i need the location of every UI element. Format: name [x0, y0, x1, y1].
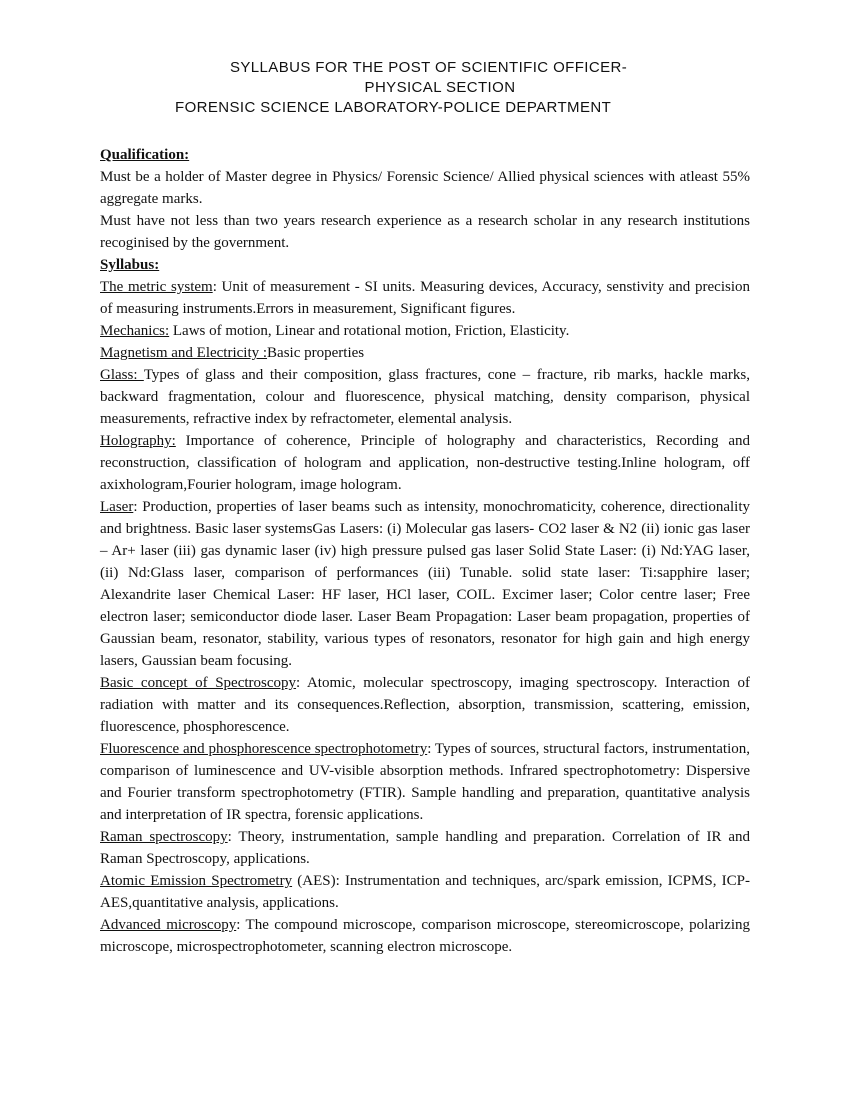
qualification-heading: Qualification:: [100, 147, 190, 163]
section-title: Raman spectroscopy: [100, 829, 228, 845]
section-text: Laws of motion, Linear and rotational motion, Friction, Elasticity.: [169, 323, 570, 339]
section-text: : Production, properties of laser beams such as intensity, monochromaticity, coherence, directionality and brightness. Basic laser systemsGas Lasers: (i) Molecular gas lasers- CO2 laser & N2 (ii) ionic gas laser – Ar+ laser (iii) gas dynamic laser (iv) high pressure pulsed gas laser Solid State Laser: (i) Nd:YAG laser, (ii) Nd:Glass laser, comparison of performances (iii) Tunable. solid state laser: Ti:sapphire laser; Alexandrite laser Chemical Laser: HF laser, HCl laser, COIL. Excimer laser; Color centre laser; Free electron laser; semiconductor diode laser. Laser Beam Propagation: Laser beam propagation, properties of Gaussian beam, resonator, stability, various types of resonators, resonator for high gain and high energy lasers, Gaussian beam focusing.: [100, 499, 750, 669]
section-title: Mechanics:: [100, 323, 170, 339]
syllabus-section-spectroscopy: [100, 672, 750, 738]
section-text: : Atomic, molecular spectroscopy, imaging spectroscopy. Interaction of radiation with matter and its consequences.Reflection, absorption, transmission, scattering, emission, fluorescence, phosphorescence.: [100, 675, 750, 735]
syllabus-section-mechanics: [100, 320, 750, 342]
syllabus-section-magnetism: [100, 342, 750, 364]
section-title: Atomic Emission Spectrometry: [100, 873, 293, 889]
syllabus-section-raman: [100, 826, 750, 870]
syllabus-section-laser: [100, 496, 750, 672]
syllabus-section-metric-system: [100, 276, 750, 320]
syllabus-section-microscopy: [100, 914, 750, 958]
section-text: : Types of sources, structural factors, instrumentation, comparison of luminescence and UV-visible absorption methods. Infrared spectrophotometry: Dispersive and Fourier transform spectrophotometry (FTIR). Sample handling and preparation, quantitative analysis and interpretation of IR spectra, forensic applications.: [100, 741, 750, 823]
header-title-line-3: FORENSIC SCIENCE LABORATORY-POLICE DEPARTMENT: [175, 99, 612, 116]
syllabus-section-fluorescence: [100, 738, 750, 826]
section-text: (AES): Instrumentation and techniques, arc/spark emission, ICPMS, ICP-AES,quantitative analysis, applications.: [100, 873, 750, 911]
syllabus-section-holography: [100, 430, 750, 496]
qualification-paragraph-2: Must have not less than two years research experience as a research scholar in any research institutions recoginised by the government.: [100, 213, 750, 251]
syllabus-section-aes: [100, 870, 750, 914]
section-title: Advanced microscopy: [100, 917, 237, 933]
qualification-paragraph-1: Must be a holder of Master degree in Physics/ Forensic Science/ Allied physical sciences with atleast 55% aggregate marks.: [100, 169, 750, 207]
header-title-line-2: PHYSICAL SECTION: [364, 79, 516, 96]
section-text: Importance of coherence, Principle of holography and characteristics, Recording and reconstruction, classification of hologram and application, non-destructive testing.Inline hologram, off axixhologram,Fourier hologram, image hologram.: [100, 433, 750, 493]
section-text: : Theory, instrumentation, sample handling and preparation. Correlation of IR and Raman Spectroscopy, applications.: [100, 829, 750, 867]
syllabus-heading: Syllabus:: [100, 257, 160, 273]
header-title-line-1: SYLLABUS FOR THE POST OF SCIENTIFIC OFFICER-: [230, 59, 628, 76]
section-title: Laser: [100, 499, 134, 515]
section-title: Holography:: [100, 433, 176, 449]
section-title: Fluorescence and phosphorescence spectrophotometry: [100, 741, 428, 757]
document-body: [100, 144, 750, 958]
syllabus-section-glass: [100, 364, 750, 430]
section-title: Glass:: [100, 367, 144, 383]
section-text: Basic properties: [267, 345, 365, 361]
section-text: : The compound microscope, comparison microscope, stereomicroscope, polarizing microscope, microspectrophotometer, scanning electron microscope.: [100, 917, 750, 955]
section-text: : Unit of measurement - SI units. Measuring devices, Accuracy, senstivity and precision of measuring instruments.Errors in measurement, Significant figures.: [100, 279, 750, 317]
section-title: The metric system: [100, 279, 213, 295]
section-title: Magnetism and Electricity :: [100, 345, 268, 361]
section-title: Basic concept of Spectroscopy: [100, 675, 297, 691]
document-header: [100, 58, 750, 118]
section-text: Types of glass and their composition, glass fractures, cone – fracture, rib marks, hackle marks, backward fragmentation, colour and fluorescence, physical matching, density comparison, physical measurements, refractive index by refractometer, elemental analysis.: [100, 367, 750, 427]
